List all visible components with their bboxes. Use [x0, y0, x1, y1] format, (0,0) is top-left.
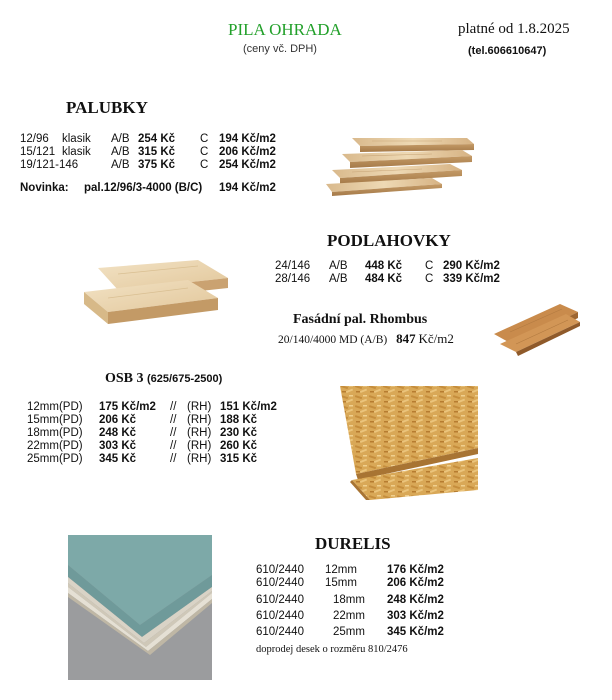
durelis-heading: DURELIS: [315, 534, 391, 553]
price-ab: 448 Kč: [365, 260, 403, 272]
palubky-boards-image: [322, 128, 478, 196]
price-pd: 206 Kč: [99, 414, 137, 426]
size: 19/121-146: [20, 159, 79, 171]
size: 610/2440: [256, 610, 304, 622]
type: klasik: [62, 133, 91, 145]
size: 24/146: [275, 260, 311, 272]
price-pd: 175 Kč/m2: [99, 401, 156, 413]
size: 12/96: [20, 133, 49, 145]
thickness: 12mm: [325, 564, 357, 576]
vat-note: (ceny vč. DPH): [243, 43, 317, 55]
grade-ab: A/B: [111, 133, 130, 145]
size: 610/2440: [256, 626, 304, 638]
podlahovky-heading: PODLAHOVKY: [327, 231, 451, 250]
price-ab: 254 Kč: [138, 133, 176, 145]
phone-number: (tel.606610647): [468, 45, 547, 57]
grade-c: C: [200, 159, 209, 171]
price: 176 Kč/m2: [387, 564, 444, 576]
grade-ab: A/B: [111, 146, 130, 158]
separator: //: [170, 427, 177, 439]
price-pd: 248 Kč: [99, 427, 137, 439]
fasadni-heading: Fasádní pal. Rhombus: [293, 312, 428, 327]
grade-ab: A/B: [111, 159, 130, 171]
size: 18mm(PD): [27, 427, 83, 439]
thickness: 25mm: [333, 626, 365, 638]
price-c: 290 Kč/m2: [443, 260, 500, 272]
separator: //: [170, 401, 177, 413]
price: 206 Kč/m2: [387, 577, 444, 589]
novinka-item: pal.12/96/3-4000 (B/C): [84, 182, 203, 194]
podlahovky-boards-image: [78, 256, 236, 328]
rh: (RH): [187, 401, 212, 413]
thickness: 18mm: [333, 594, 365, 606]
valid-from-date: platné od 1.8.2025: [458, 21, 570, 37]
type: klasik: [62, 146, 91, 158]
size: 28/146: [275, 273, 311, 285]
separator: //: [170, 453, 177, 465]
price-ab: 315 Kč: [138, 146, 176, 158]
novinka-label: Novinka:: [20, 182, 69, 194]
price-rh: 260 Kč: [220, 440, 258, 452]
price-c: 254 Kč/m2: [219, 159, 276, 171]
size: 610/2440: [256, 564, 304, 576]
price: 345 Kč/m2: [387, 626, 444, 638]
price-rh: 151 Kč/m2: [220, 401, 277, 413]
grade-ab: A/B: [329, 273, 348, 285]
thickness: 15mm: [325, 577, 357, 589]
price-pd: 303 Kč: [99, 440, 137, 452]
osb-title: OSB 3: [105, 371, 144, 386]
price: 303 Kč/m2: [387, 610, 444, 622]
novinka-price: 194 Kč/m2: [219, 182, 276, 194]
palubky-heading: PALUBKY: [66, 98, 148, 117]
osb-board-image: [340, 384, 480, 500]
rh: (RH): [187, 453, 212, 465]
price-c: 339 Kč/m2: [443, 273, 500, 285]
price: 248 Kč/m2: [387, 594, 444, 606]
fasadni-spec: 20/140/4000 MD (A/B): [278, 334, 388, 346]
grade-ab: A/B: [329, 260, 348, 272]
fasadni-price: 847: [396, 331, 416, 346]
thickness: 22mm: [333, 610, 365, 622]
size: 610/2440: [256, 594, 304, 606]
price-rh: 230 Kč: [220, 427, 258, 439]
size: 25mm(PD): [27, 453, 83, 465]
rh: (RH): [187, 440, 212, 452]
fasadni-row: [278, 331, 454, 347]
price-rh: 315 Kč: [220, 453, 258, 465]
fasadni-price-unit: Kč/m2: [418, 331, 454, 346]
size: 15/121: [20, 146, 56, 158]
grade-c: C: [425, 260, 434, 272]
grade-c: C: [200, 133, 209, 145]
durelis-note: doprodej desek o rozměru 810/2476: [256, 644, 408, 655]
grade-c: C: [425, 273, 434, 285]
osb-subtitle: (625/675-2500): [147, 373, 223, 385]
durelis-board-image: [68, 535, 212, 680]
price-ab: 484 Kč: [365, 273, 403, 285]
price-ab: 375 Kč: [138, 159, 176, 171]
size: 610/2440: [256, 577, 304, 589]
separator: //: [170, 414, 177, 426]
osb-heading: [105, 371, 222, 387]
size: 12mm(PD): [27, 401, 83, 413]
price-rh: 188 Kč: [220, 414, 258, 426]
price-pd: 345 Kč: [99, 453, 137, 465]
size: 22mm(PD): [27, 440, 83, 452]
price-c: 194 Kč/m2: [219, 133, 276, 145]
grade-c: C: [200, 146, 209, 158]
separator: //: [170, 440, 177, 452]
company-title: PILA OHRADA: [228, 20, 342, 39]
size: 15mm(PD): [27, 414, 83, 426]
rhombus-boards-image: [490, 300, 582, 356]
rh: (RH): [187, 427, 212, 439]
rh: (RH): [187, 414, 212, 426]
price-c: 206 Kč/m2: [219, 146, 276, 158]
